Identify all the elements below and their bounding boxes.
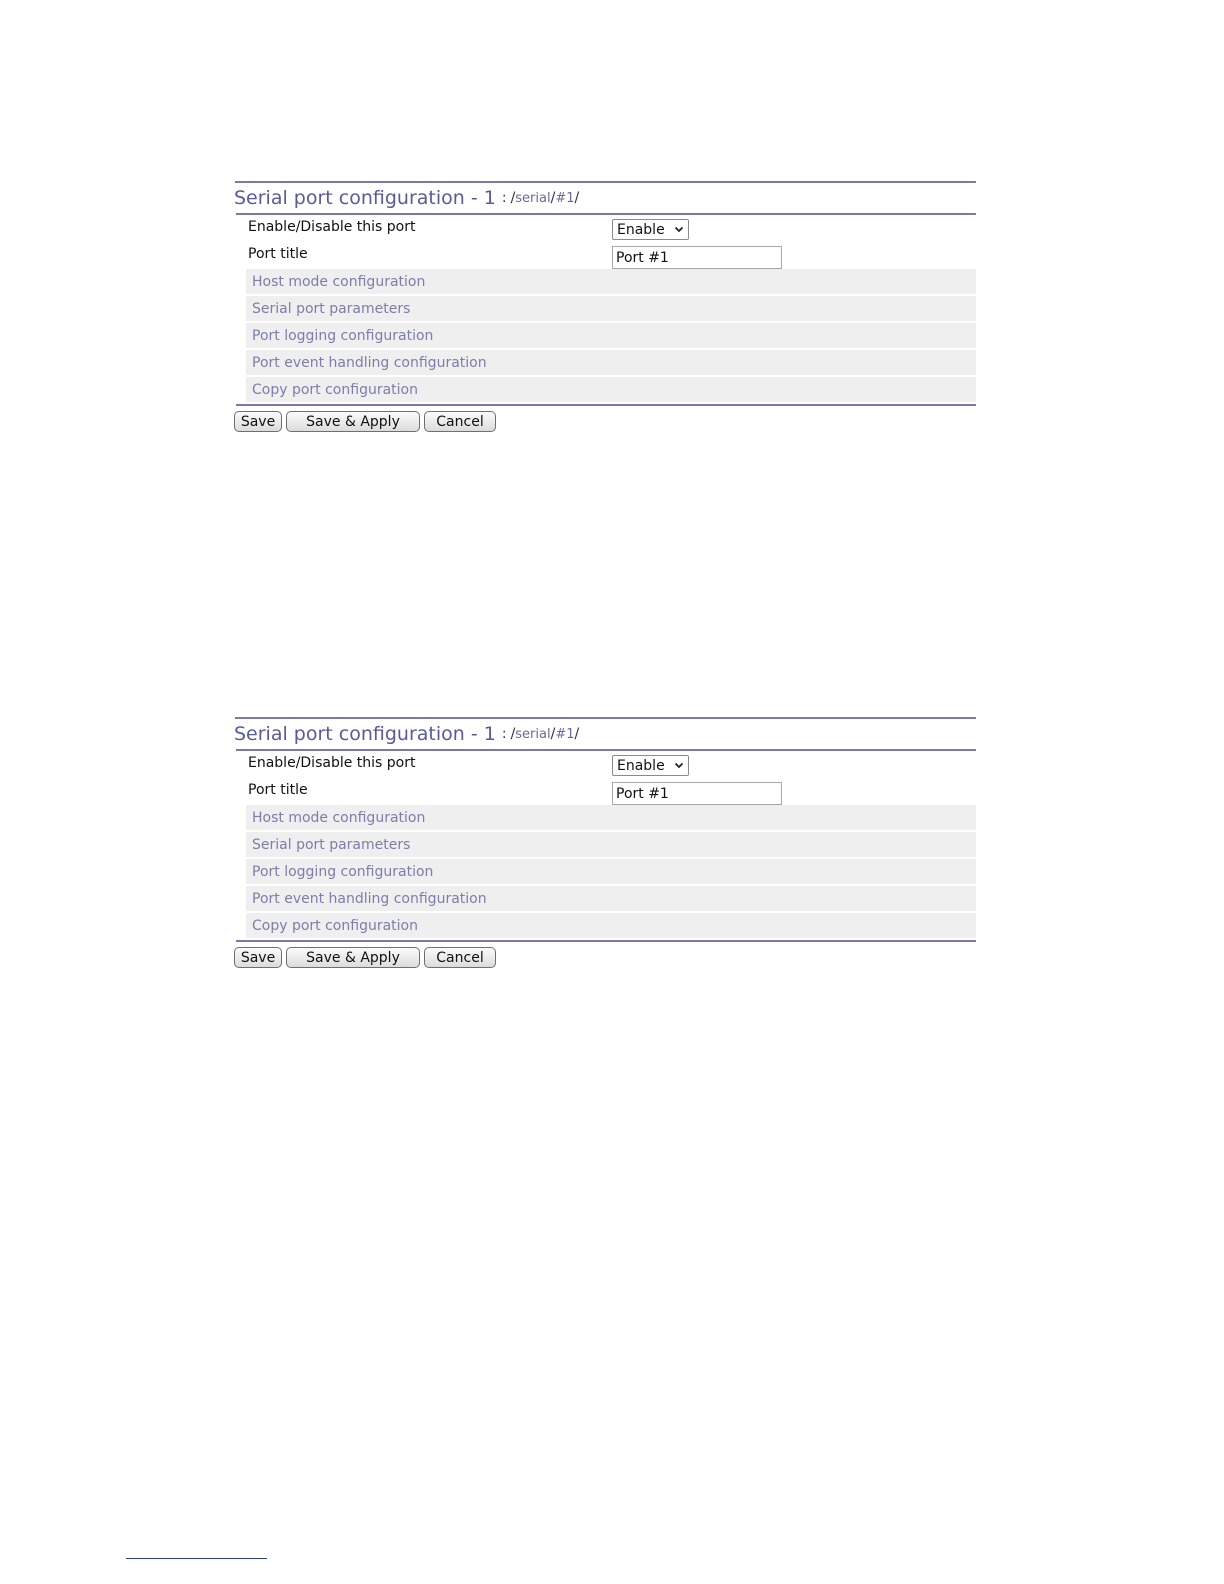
save-apply-button[interactable]: Save & Apply (286, 947, 420, 968)
port-title-row (246, 778, 976, 805)
section-row (246, 859, 976, 884)
copy-port-config-link[interactable]: Copy port configuration (252, 381, 418, 398)
breadcrumb-port-link[interactable]: #1 (555, 190, 575, 206)
serial-port-parameters-link[interactable]: Serial port parameters (252, 836, 411, 853)
host-mode-config-link[interactable]: Host mode configuration (252, 809, 426, 826)
config-rows (234, 751, 976, 938)
path-slash: / (550, 190, 556, 206)
port-title-label: Port title (248, 782, 308, 798)
path-root-slash: / (510, 726, 516, 742)
bottom-divider (236, 404, 976, 406)
path-separator: : (501, 190, 507, 206)
section-row (246, 323, 976, 348)
section-row (246, 377, 976, 402)
title-bar (234, 719, 976, 749)
button-bar (234, 947, 976, 968)
breadcrumb-port-link[interactable]: #1 (555, 726, 575, 742)
port-event-handling-config-link[interactable]: Port event handling configuration (252, 890, 487, 907)
enable-select-value: Enable (617, 757, 665, 774)
copy-port-config-link[interactable]: Copy port configuration (252, 917, 418, 934)
enable-label: Enable/Disable this port (248, 755, 416, 771)
section-row (246, 269, 976, 294)
path-end-slash: / (574, 190, 580, 206)
path-slash: / (550, 726, 556, 742)
port-title-label: Port title (248, 246, 308, 262)
enable-select[interactable] (612, 219, 689, 240)
bottom-divider (236, 940, 976, 942)
serial-port-parameters-link[interactable]: Serial port parameters (252, 300, 411, 317)
serial-port-config-panel (234, 717, 976, 968)
enable-row (246, 215, 976, 242)
enable-select[interactable] (612, 755, 689, 776)
path-separator: : (501, 726, 507, 742)
save-apply-button[interactable]: Save & Apply (286, 411, 420, 432)
path-root-slash: / (510, 190, 516, 206)
serial-port-config-panel (234, 181, 976, 432)
section-row (246, 886, 976, 911)
chevron-down-icon (674, 759, 684, 771)
config-rows (234, 215, 976, 402)
port-event-handling-config-link[interactable]: Port event handling configuration (252, 354, 487, 371)
section-row (246, 296, 976, 321)
footnote-divider (126, 1558, 267, 1559)
save-button[interactable]: Save (234, 411, 282, 432)
section-row (246, 350, 976, 375)
port-title-row (246, 242, 976, 269)
chevron-down-icon (674, 223, 684, 235)
path-end-slash: / (574, 726, 580, 742)
save-button[interactable]: Save (234, 947, 282, 968)
page-title: Serial port configuration - 1 (234, 187, 496, 209)
section-row (246, 832, 976, 857)
port-title-input[interactable]: Port #1 (612, 246, 782, 269)
enable-label: Enable/Disable this port (248, 219, 416, 235)
port-title-input[interactable]: Port #1 (612, 782, 782, 805)
port-logging-config-link[interactable]: Port logging configuration (252, 327, 434, 344)
enable-row (246, 751, 976, 778)
section-row (246, 913, 976, 938)
title-bar (234, 183, 976, 213)
button-bar (234, 411, 976, 432)
enable-select-value: Enable (617, 221, 665, 238)
breadcrumb-serial-link[interactable]: serial (515, 726, 551, 742)
breadcrumb-serial-link[interactable]: serial (515, 190, 551, 206)
cancel-button[interactable]: Cancel (424, 947, 496, 968)
port-logging-config-link[interactable]: Port logging configuration (252, 863, 434, 880)
host-mode-config-link[interactable]: Host mode configuration (252, 273, 426, 290)
page-title: Serial port configuration - 1 (234, 723, 496, 745)
section-row (246, 805, 976, 830)
cancel-button[interactable]: Cancel (424, 411, 496, 432)
